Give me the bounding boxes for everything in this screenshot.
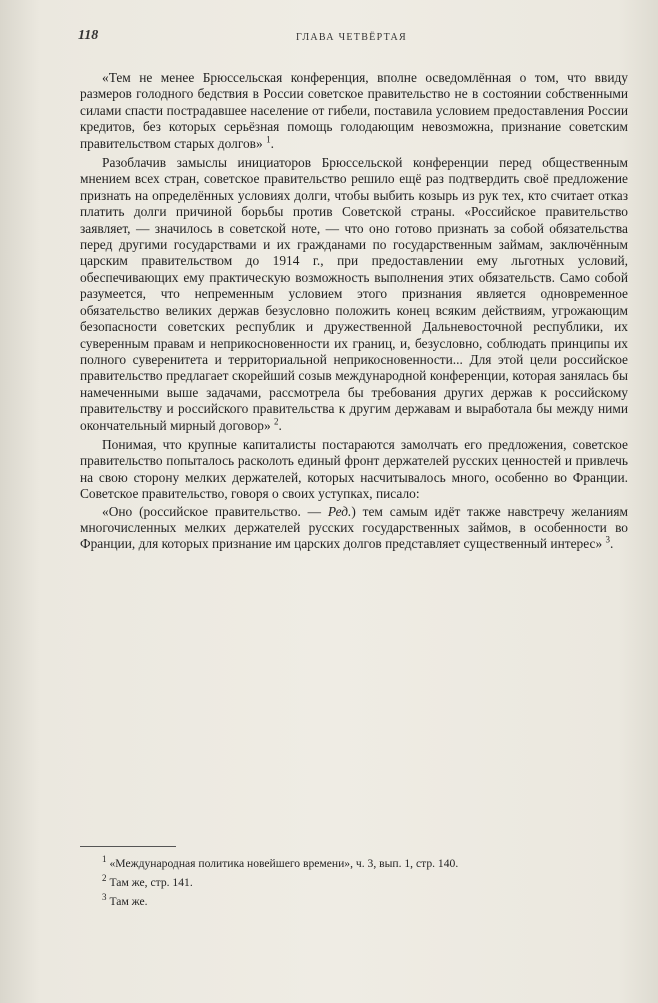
footnote-text: Там же.: [109, 894, 148, 908]
footnote-number: 1: [102, 854, 107, 864]
footnote-item: [80, 871, 628, 890]
paragraph-text: Разоблачив замыслы инициаторов Брюссельской конференции перед общественным мнением всех стран, советское правительство решило ещё раз подтвердить своё предложение признать на определённых условиях долги, чтобы выбить козырь из рук тех, кто считает отказ платить долги причиной борьбы против Советской страны. «Российское правительство заявляет, — значилось в советской ноте, — что оно готово признать за собой обязательства перед другими государствами и их гражданами по государственным займам, заключённым царским правительством до 1914 г., при предоставлении ему льготных условий, обеспечивающих ему практическую возможность выполнения этих обязательств. Само собой разумеется, что непременным условием этого признания является одновременное обязательство великих держав безусловно положить конец всяким действиям, угрожающим безопасности советских республик и дружественной Дальневосточной республики, их суверенным правам и неприкосновенности их границ, и, безусловно, соблюдать принципы их полного суверенитета и территориальной неприкосновенности... Для этой цели российское правительство предлагает скорейший созыв международной конференции, которая занялась бы намеченными выше задачами, рассмотрела бы требования других держав к российскому правительству и российского правительства к другим державам и выработала бы между ними окончательный мирный договор»: [80, 155, 628, 433]
page-number: 118: [78, 28, 99, 43]
footnote-divider: [80, 846, 176, 847]
footnote-number: 2: [102, 872, 107, 883]
footnote-text: «Международная политика новейшего времени», ч. 3, вып. 1, стр. 140.: [109, 856, 459, 870]
paragraph-text: Понимая, что крупные капиталисты постараются замолчать его предложения, советское правительство попыталось расколоть единый фронт держателей русских ценностей и привлечь на свою сторону мелких держателей, которых насчитывалось много, особенно во Франции. Советское правительство, говоря о своих уступках, писало:: [80, 436, 628, 502]
footnote-ref: 1: [266, 134, 271, 145]
footnote-number: 3: [102, 891, 107, 902]
main-text: [80, 70, 628, 553]
footnote-text: Там же, стр. 141.: [109, 875, 193, 889]
editor-abbrev: Ред.: [327, 503, 352, 519]
paragraph-text-after: ) тем самым идёт также навстречу желаниям многочисленных мелких держателей русских государственных займов, в особенности во Франции, для которых признание им царских долгов представляет существенный интерес»: [80, 503, 628, 552]
footnotes: [80, 852, 628, 909]
paragraph-text: «Тем не менее Брюссельская конференция, вполне осведомлённая о том, что ввиду размеров голодного бедствия в России советское правительство не в состоянии собственными силами спасти пострадавшее население от гибели, поставила условием предоставления России кредитов, без которых серьёзная помощь голодающим невозможна, признание советским правительством старых долгов»: [80, 70, 628, 151]
footnote-item: [80, 890, 628, 909]
footnote-item: [80, 852, 628, 871]
footnote-ref: 2: [274, 416, 279, 427]
paragraph-quote-brussels: «Тем не менее Брюссельская конференция, вполне осведомлённая о том, что ввиду размеров голодного бедствия в России советское правительство не в состоянии собственными силами спасти пострадавшее население от гибели, поставила условием предоставления России кредитов, без которых серьёзная помощь голодающим невозможна, признание советским правительством старых долгов» $^1$.: [80, 70, 628, 151]
paragraph-soviet-note: Разоблачив замыслы инициаторов Брюссельской конференции перед общественным мнением всех стран, советское правительство решило ещё раз подтвердить своё предложение признать на определённых условиях долги, чтобы выбить козырь из рук тех, кто считает отказ платить долги причиной борьбы против Советской страны. «Российское правительство заявляет, — значилось в советской ноте, — что оно готово признать за собой обязательства перед другими государствами и их гражданами по государственным займам, заключённым царским правительством до 1914 г., при предоставлении ему льготных условий, обеспечивающих ему практическую возможность выполнения этих обязательств. Само собой разумеется, что непременным условием этого признания является одновременное обязательство великих держав безусловно положить конец всяким действиям, угрожающим безопасности советских республик и дружественной Дальневосточной республики, их суверенным правам и неприкосновенности их границ, и, безусловно, соблюдать принципы их полного суверенитета и территориальной неприкосновенности... Для этой цели российское правительство предлагает скорейший созыв международной конференции, которая занялась бы намеченными выше задачами, рассмотрела бы требования других держав к российскому правительству и российского правительства к другим державам и выработала бы между ними окончательный мирный договор» $^2$.: [80, 155, 628, 433]
footnote-ref: 3: [605, 534, 611, 545]
paragraph-quote-interest: «Оно (российское правительство. — Ред.) тем самым идёт также навстречу желаниям многочисленных мелких держателей русских государственных займов, в особенности во Франции, для которых признание им царских долгов представляет существенный интерес» $^3$.: [80, 503, 628, 552]
running-head: ГЛАВА ЧЕТВЁРТАЯ: [296, 32, 407, 43]
paragraph-text-before: «Оно (российское правительство. —: [102, 503, 328, 519]
paragraph-small-holders: [80, 437, 628, 503]
